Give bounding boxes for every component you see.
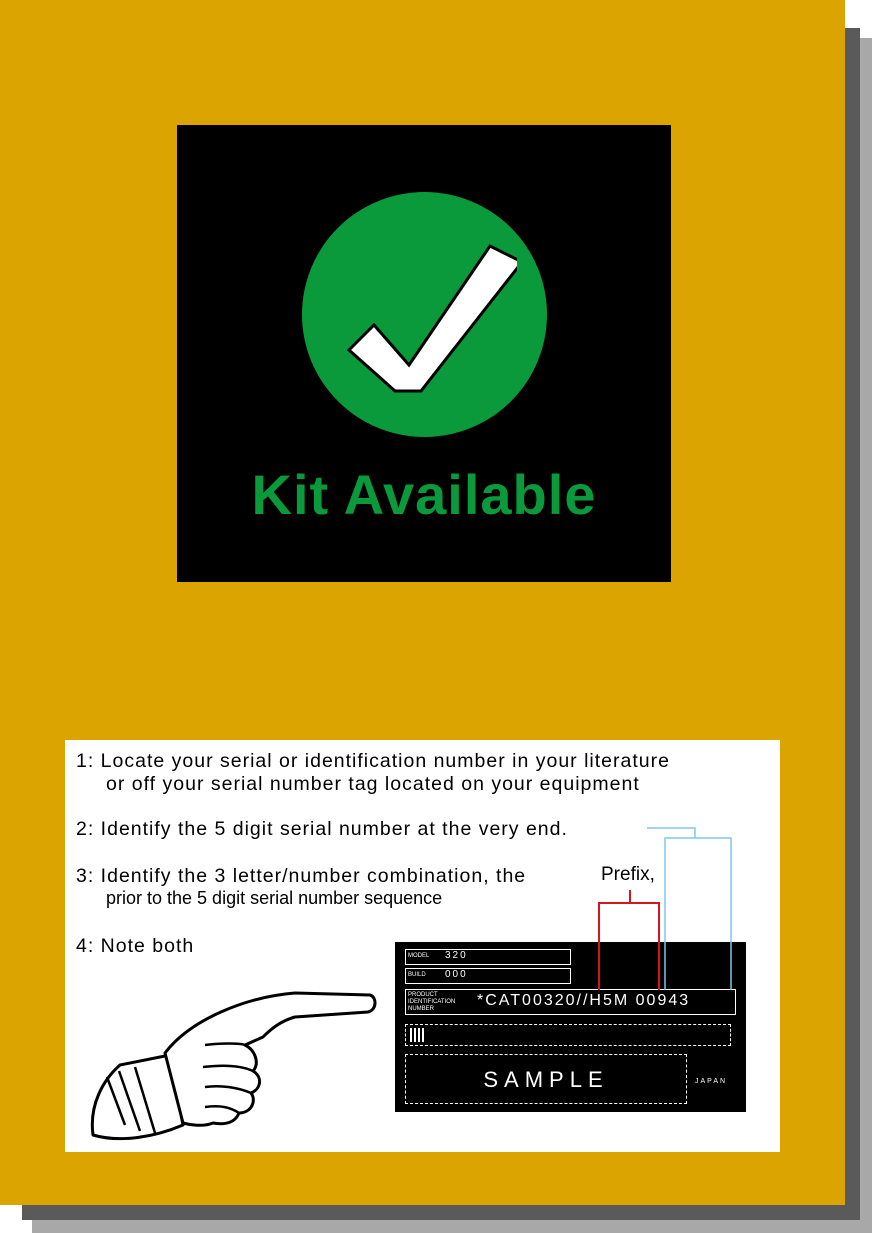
check-circle (302, 192, 547, 437)
instructions-card (65, 740, 780, 1152)
barcode-field (405, 1024, 731, 1046)
model-field (405, 949, 571, 965)
kit-available-badge (177, 125, 671, 582)
barcode-marks (410, 1028, 424, 1042)
country-label: JAPAN (695, 1078, 728, 1085)
build-label: BUILD (408, 972, 426, 978)
sample-box (405, 1054, 687, 1104)
step-4: 4: Note both (76, 935, 195, 957)
pin-label-3: NUMBER (408, 1006, 435, 1012)
step-1-line-2: or off your serial number tag located on your equipment (106, 773, 640, 795)
sample-label: SAMPLE (483, 1067, 609, 1092)
checkmark-icon (337, 237, 517, 417)
pin-value: *CAT00320//H5M 00943 (477, 992, 691, 1009)
serial-number-tag (395, 942, 746, 1112)
prefix-label: Prefix, (601, 864, 655, 885)
step-2: 2: Identify the 5 digit serial number at the very end. (76, 818, 568, 840)
step-1-line-1: 1: Locate your serial or identification number in your literature (76, 750, 670, 772)
build-field (405, 968, 571, 984)
pin-label-1: PRODUCT (408, 992, 438, 998)
pin-label-2: IDENTIFICATION (408, 999, 456, 1005)
step-3-line-2: prior to the 5 digit serial number sequence (106, 888, 443, 908)
model-value: 320 (445, 950, 468, 961)
pointing-hand-icon (85, 985, 385, 1145)
kit-available-label: Kit Available (251, 463, 597, 526)
build-value: 000 (445, 969, 468, 980)
step-3-line-1: 3: Identify the 3 letter/number combination, the (76, 865, 527, 887)
model-label: MODEL (408, 953, 430, 959)
